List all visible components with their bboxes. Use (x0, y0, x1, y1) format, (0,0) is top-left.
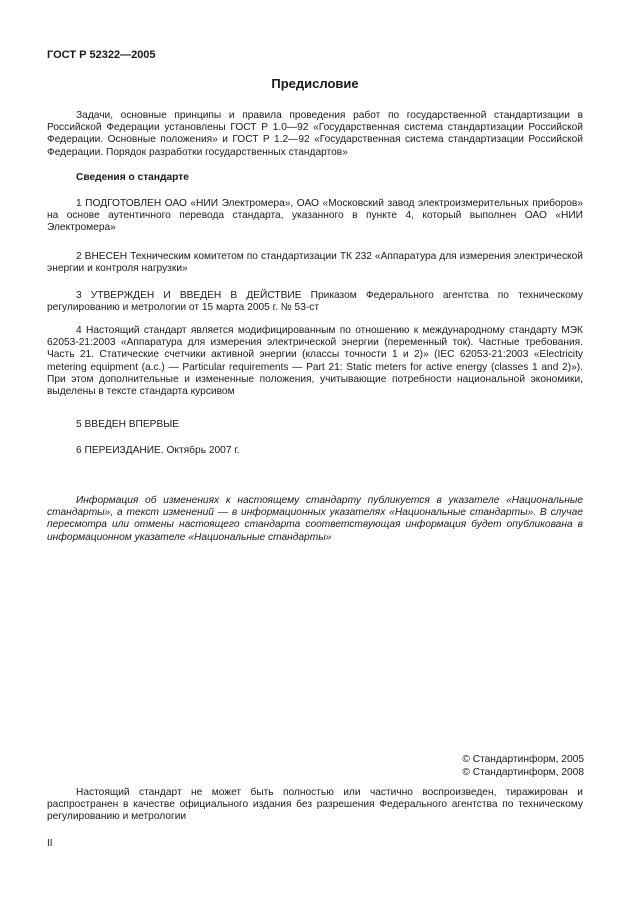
copyright-line: © Стандартинформ, 2008 (462, 767, 584, 778)
item-paragraph: 2 ВНЕСЕН Техническим комитетом по стандартизации ТК 232 «Аппаратура для измерения электрической энергии и контроля нагрузки» (47, 251, 583, 275)
item-paragraph: 1 ПОДГОТОВЛЕН ОАО «НИИ Электромера», ОАО «Московский завод электроизмерительных приборов» на основе аутентичного перевода стандарта, указанного в пункте 4, который выполнен ОАО «НИИ Электромера» (47, 198, 583, 234)
document-code-header: ГОСТ Р 52322—2005 (47, 49, 156, 61)
info-notice: Информация об изменениях к настоящему стандарту публикуется в указателе «Национальные стандарты», а текст изменений — в информационных указателях «Национальные стандарты». В случае пересмотра или отмены настоящего стандарта соответствующая информация будет опубликована в информационном указателе «Национальные стандарты» (47, 495, 583, 543)
page-title: Предисловие (271, 76, 359, 91)
item-paragraph: 4 Настоящий стандарт является модифицированным по отношению к международному стандарту МЭК 62053-21:2003 «Аппаратура для измерения электрической энергии (переменный ток). Частные требования. Часть 21. Статические счетчики активной энергии (классы точности 1 и 2)» (IEC 62053-21:2003 «Electricity metering equipment (a.c.) — Particular requirements — Part 21: Static meters for active energy (classes 1 and 2)»). При этом дополнительные и измененные положения, учитывающие потребности национальной экономики, выделены в тексте стандарта курсивом (47, 325, 583, 398)
item-paragraph: 5 ВВЕДЕН ВПЕРВЫЕ (76, 419, 180, 430)
section-heading: Сведения о стандарте (76, 172, 189, 183)
item-paragraph: 3 УТВЕРЖДЕН И ВВЕДЕН В ДЕЙСТВИЕ Приказом Федерального агентства по техническому регулированию и метрологии от 15 марта 2005 г. № 53-ст (47, 290, 583, 314)
legal-notice: Настоящий стандарт не может быть полностью или частично воспроизведен, тиражирован и распространен в качестве официального издания без разрешения Федерального агентства по техническому регулированию и метрологии (47, 787, 583, 823)
item-paragraph: 6 ПЕРЕИЗДАНИЕ. Октябрь 2007 г. (76, 445, 240, 456)
page-number: II (47, 838, 53, 849)
intro-paragraph: Задачи, основные принципы и правила проведения работ по государственной стандартизации в Российской Федерации установлены ГОСТ Р 1.0—92 «Государственная система стандартизации Российской Федерации. Основные положения» и ГОСТ Р 1.2—92 «Государственная система стандартизации Российской Федерации. Порядок разработки государственных стандартов» (47, 110, 583, 158)
copyright-line: © Стандартинформ, 2005 (462, 754, 584, 765)
